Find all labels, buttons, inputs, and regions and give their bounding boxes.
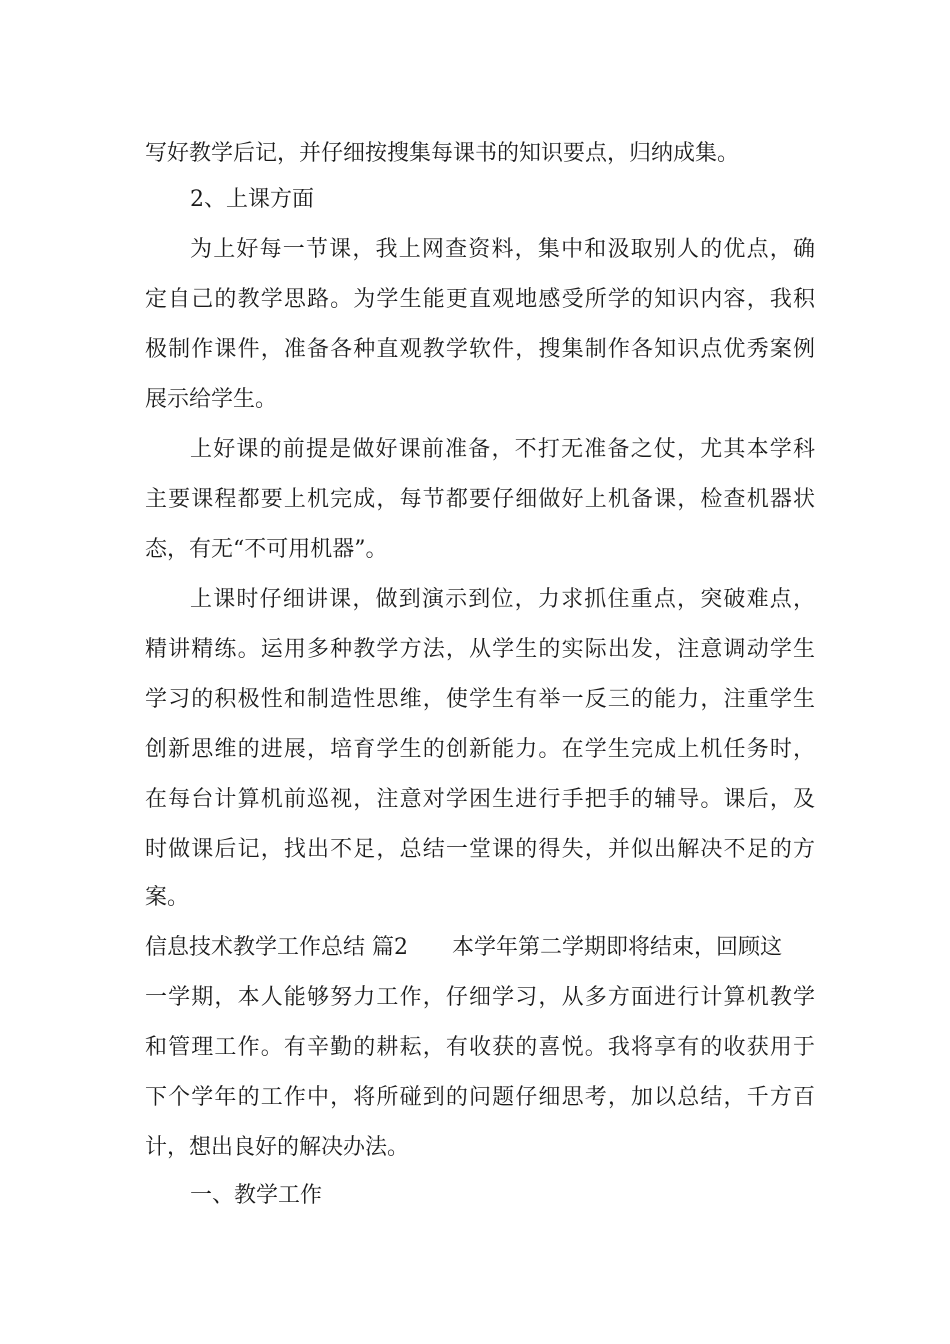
article-title: 信息技术教学工作总结 篇2 (145, 935, 408, 960)
paragraph-line: 定自己的教学思路。为学生能更直观地感受所学的知识内容，我积 (145, 287, 815, 312)
paragraph-line: 主要课程都要上机完成，每节都要仔细做好上机备课，检查机器状 (145, 487, 815, 512)
paragraph-line: 为上好每一节课，我上网查资料，集中和汲取别人的优点，确 (190, 237, 815, 262)
paragraph-line: 时做课后记，找出不足，总结一堂课的得失，并似出解决不足的方 (145, 837, 815, 862)
paragraph-line: 创新思维的进展，培育学生的创新能力。在学生完成上机任务时， (145, 737, 815, 762)
paragraph-line: 学习的积极性和制造性思维，使学生有举一反三的能力，注重学生 (145, 687, 815, 712)
paragraph-line: 写好教学后记，并仔细按搜集每课书的知识要点，归纳成集。 (145, 141, 740, 166)
section-heading: 2、上课方面 (190, 187, 314, 212)
paragraph-line: 案。 (145, 885, 190, 910)
section-title-line (145, 930, 815, 966)
paragraph-line: 展示给学生。 (145, 387, 278, 412)
paragraph-line: 精讲精练。运用多种教学方法，从学生的实际出发，注意调动学生 (145, 637, 815, 662)
paragraph-line: 计，想出良好的解决办法。 (145, 1135, 410, 1160)
paragraph-line: 和管理工作。有辛勤的耕耘，有收获的喜悦。我将享有的收获用于 (145, 1035, 815, 1060)
paragraph-line: 下个学年的工作中，将所碰到的问题仔细思考，加以总结，千方百 (145, 1085, 815, 1110)
paragraph-line: 上课时仔细讲课，做到演示到位，力求抓住重点，突破难点， (190, 587, 815, 612)
paragraph-line: 上好课的前提是做好课前准备，不打无准备之仗，尤其本学科 (190, 437, 815, 462)
paragraph-line: 一学期，本人能够努力工作，仔细学习，从多方面进行计算机教学 (145, 985, 815, 1010)
paragraph-text: 本学年第二学期即将结束，回顾这 (452, 935, 783, 960)
paragraph-line: 极制作课件，准备各种直观教学软件，搜集制作各知识点优秀案例 (145, 337, 815, 362)
paragraph-line: 在每台计算机前巡视，注意对学困生进行手把手的辅导。课后，及 (145, 787, 815, 812)
paragraph-line: 态，有无“不可用机器”。 (145, 537, 388, 562)
section-heading: 一、教学工作 (190, 1183, 323, 1208)
